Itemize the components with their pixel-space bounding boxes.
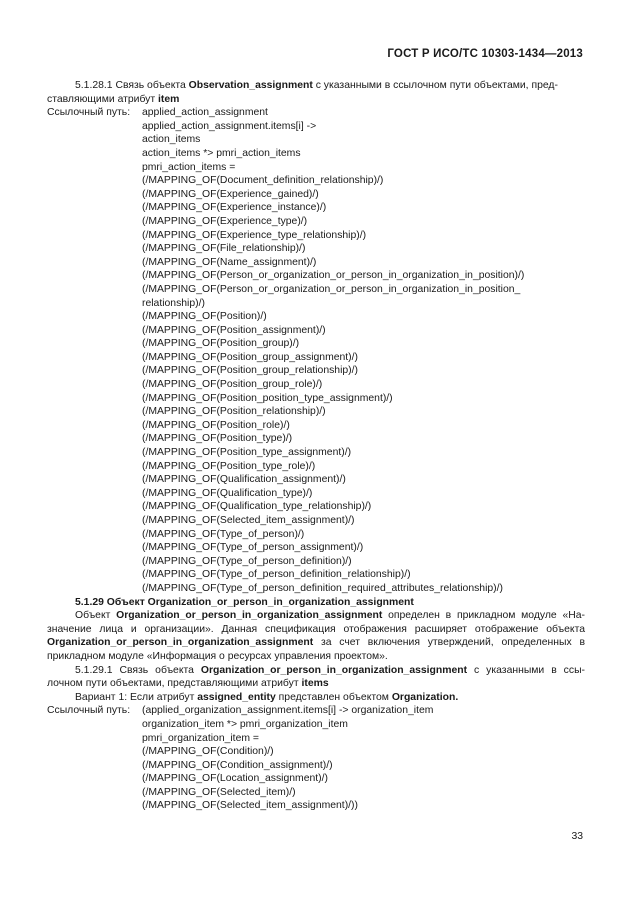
reference-path-line [0,283,630,297]
reference-path-text: relationship)/) [142,297,205,309]
reference-path-text: (/MAPPING_OF(Selected_item_assignment)/)) [142,800,358,812]
reference-path-line [0,446,630,460]
reference-path-line [0,297,630,311]
reference-path-text: (/MAPPING_OF(Person_or_organization_or_person_in_organization_in_position_ [142,283,521,295]
reference-path-text: (/MAPPING_OF(Selected_item_assignment)/) [142,515,355,526]
reference-path-line [0,337,630,351]
reference-path-line [0,256,630,270]
attribute-name: item [158,93,180,105]
reference-path-text: (/MAPPING_OF(Qualification_type)/) [142,487,313,499]
reference-path-line [0,419,630,433]
reference-path-text: (/MAPPING_OF(Condition)/) [142,746,274,758]
reference-path-text: (/MAPPING_OF(Experience_type_relationship)/) [142,229,367,241]
document-header: ГОСТ Р ИСО/ТС 10303-1434—2013 [387,48,583,60]
reference-path-text: (/MAPPING_OF(Position_type_role)/) [142,460,316,472]
reference-path-text: action_items [142,134,201,146]
reference-path-line [0,487,630,501]
reference-path-line [0,555,630,569]
reference-path-text: (/MAPPING_OF(Position_assignment)/) [142,324,326,336]
reference-path-line [0,582,630,596]
reference-path-text: (/MAPPING_OF(Experience_type)/) [142,215,308,227]
reference-path-line [0,460,630,474]
reference-path-text: (/MAPPING_OF(Experience_gained)/) [142,188,319,200]
reference-path-text: (/MAPPING_OF(Qualification_assignment)/) [142,474,346,486]
reference-path-label: Ссылочный путь: [47,107,131,119]
reference-path-line [0,732,630,746]
reference-path-text: (/MAPPING_OF(Selected_item)/) [142,786,296,798]
reference-path-line [0,432,630,446]
reference-path-line [0,188,630,202]
reference-path-text: applied_action_assignment.items[i] -> [142,120,317,132]
reference-path-text: (/MAPPING_OF(Experience_instance)/) [142,202,327,214]
reference-path-text: pmri_organization_item = [142,732,259,744]
reference-path-text: organization_item *> pmri_organization_item [142,718,348,730]
reference-path-text: (/MAPPING_OF(Position_position_type_assignment)/) [142,392,393,404]
reference-path-block-2 [0,704,630,813]
reference-path-text: (/MAPPING_OF(Person_or_organization_or_person_in_organization_in_position)/) [142,270,525,282]
reference-path-line [0,351,630,365]
section-5-1-29-heading [0,596,630,610]
reference-path-line [0,759,630,773]
reference-path-text: (/MAPPING_OF(Type_of_person_definition_required_attributes_relationship)/) [142,582,503,594]
reference-path-text: (/MAPPING_OF(Type_of_person)/) [142,528,305,540]
reference-path-text: pmri_action_items = [142,161,236,173]
reference-path-text: (/MAPPING_OF(Position_role)/) [142,419,290,431]
reference-path-text: (/MAPPING_OF(Type_of_person_definition_relationship)/) [142,569,411,581]
reference-path-line [0,772,630,786]
reference-path-line [0,799,630,813]
reference-path-line [0,786,630,800]
section-heading: 5.1.29 Объект Organization_or_person_in_organization_assignment [75,596,414,608]
reference-path-line [0,392,630,406]
entity-name: Observation_assignment [188,80,313,91]
reference-path-line [0,541,630,555]
reference-path-text: (/MAPPING_OF(Position_group_assignment)/) [142,351,358,363]
reference-path-line [0,174,630,188]
reference-path-text: (/MAPPING_OF(Position_group)/) [142,338,300,350]
reference-path-list [0,106,630,595]
reference-path-text: applied_action_assignment [142,107,268,119]
reference-path-line [0,215,630,229]
reference-path-line [0,201,630,215]
variant-1-line: Вариант 1: Если атрибут assigned_entity представлен объектом Organization. [75,691,459,703]
reference-path-line [0,106,630,120]
reference-path-line [0,568,630,582]
reference-path-block-1 [0,106,630,595]
reference-path-line [0,704,630,718]
section-5-1-28-1-line-2: ставляющими атрибут item [47,93,180,105]
reference-path-line [0,514,630,528]
reference-path-text: (applied_organization_assignment.items[i] -> organization_item [142,705,434,717]
reference-path-line [0,133,630,147]
reference-path-text: action_items *> pmri_action_items [142,147,301,159]
reference-path-text: (/MAPPING_OF(Position_type_assignment)/) [142,447,352,459]
reference-path-line [0,310,630,324]
reference-path-line [0,229,630,243]
reference-path-text: (/MAPPING_OF(Name_assignment)/) [142,256,317,268]
reference-path-text: (/MAPPING_OF(Position_group_relationship)/) [142,365,358,377]
reference-path-text: (/MAPPING_OF(Type_of_person_definition)/) [142,555,352,567]
reference-path-line [0,745,630,759]
section-5-1-29-paragraph: Объект Organization_or_person_in_organization_assignment определен в прикладном модуле «На-значение лица и организации». Данная спецификация отображения расширяет отображение объекта Organization_or_person_in_organization_assignment за счет включения утверждений, определенных в прикладном модуле «Информация о ресурсах управления проектом». [47,610,585,662]
document-body [0,79,630,813]
reference-path-text: (/MAPPING_OF(Type_of_person_assignment)/) [142,542,364,554]
reference-path-line [0,718,630,732]
reference-path-line [0,500,630,514]
reference-path-line [0,405,630,419]
section-5-1-28-1-line-1: 5.1.28.1 Связь объекта Observation_assignment с указанными в ссылочном пути объектами, пред- [75,80,558,91]
reference-path-text: (/MAPPING_OF(Location_assignment)/) [142,773,328,785]
reference-path-label: Ссылочный путь: [47,705,131,717]
reference-path-text: (/MAPPING_OF(Position)/) [142,311,267,323]
page-number: 33 [571,831,583,842]
reference-path-line [0,242,630,256]
reference-path-line [0,473,630,487]
reference-path-text: (/MAPPING_OF(Position_relationship)/) [142,406,326,418]
reference-path-line [0,147,630,161]
reference-path-line [0,528,630,542]
reference-path-text: (/MAPPING_OF(File_relationship)/) [142,243,306,255]
section-5-1-29-1-paragraph: 5.1.29.1 Связь объекта Organization_or_person_in_organization_assignment с указанными в ссы-лочном пути объектами, представляющими атрибут items [47,664,585,690]
reference-path-line [0,378,630,392]
reference-path-text: (/MAPPING_OF(Qualification_type_relationship)/) [142,501,372,513]
reference-path-line [0,269,630,283]
reference-path-list [0,704,630,813]
reference-path-text: (/MAPPING_OF(Position_group_role)/) [142,379,323,391]
reference-path-line [0,324,630,338]
reference-path-line [0,161,630,175]
reference-path-text: (/MAPPING_OF(Condition_assignment)/) [142,759,333,771]
reference-path-line [0,120,630,134]
reference-path-text: (/MAPPING_OF(Position_type)/) [142,433,293,445]
reference-path-line [0,364,630,378]
reference-path-text: (/MAPPING_OF(Document_definition_relationship)/) [142,175,384,187]
